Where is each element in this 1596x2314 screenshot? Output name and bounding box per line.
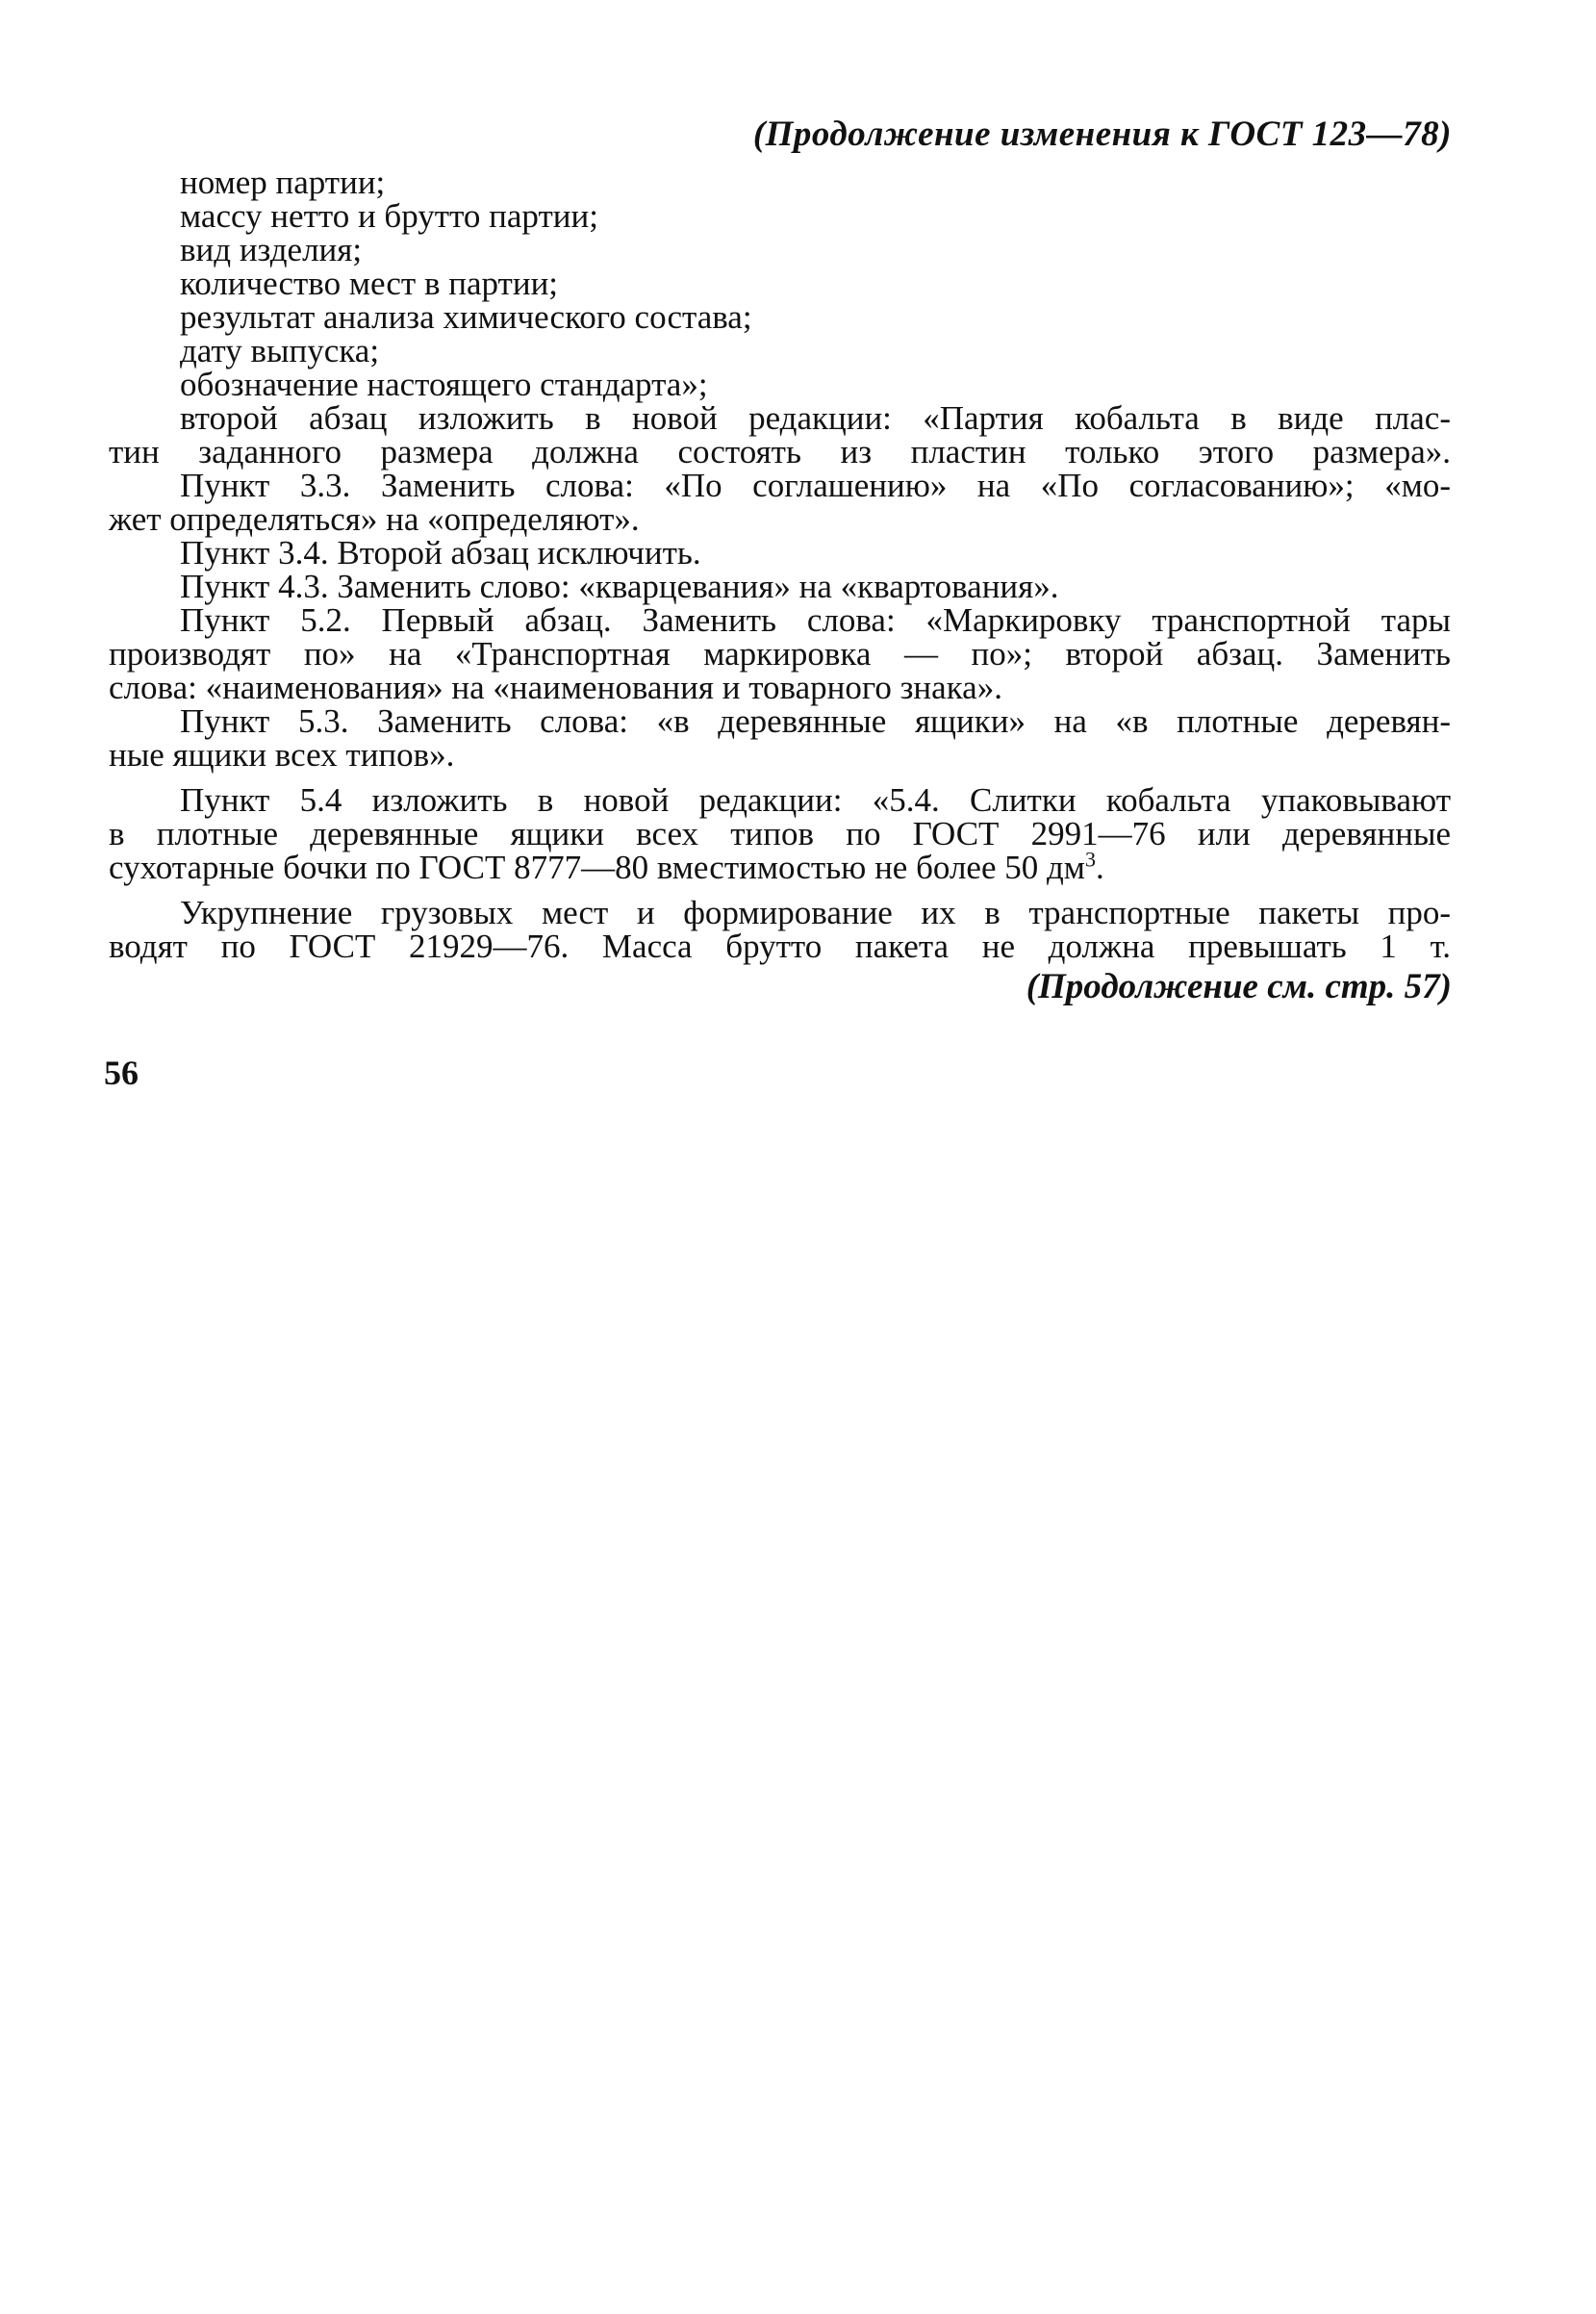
- paragraph-line-end: .: [1095, 849, 1104, 886]
- paragraph-line: Пункт 3.3. Заменить слова: «По соглашению» на «По согласованию»; «мо-: [180, 467, 1451, 504]
- list-item: обозначение настоящего стандарта»;: [180, 366, 708, 403]
- paragraph-line: производят по» на «Транспортная маркировка — по»; второй абзац. Заменить: [109, 635, 1451, 673]
- paragraph-line-text: сухотарные бочки по ГОСТ 8777—80 вместимостью не более 50 дм: [109, 849, 1085, 886]
- superscript: 3: [1084, 847, 1096, 872]
- paragraph-line: водят по ГОСТ 21929—76. Масса брутто пакета не должна превышать 1 т.: [109, 928, 1451, 965]
- list-item: номер партии;: [180, 164, 386, 201]
- paragraph-line: жет определяться» на «определяют».: [109, 500, 640, 538]
- list-item: вид изделия;: [180, 231, 363, 268]
- paragraph-line: в плотные деревянные ящики всех типов по ГОСТ 2991—76 или деревянные: [109, 815, 1451, 852]
- list-item: количество мест в партии;: [180, 265, 559, 302]
- list-item: массу нетто и брутто партии;: [180, 197, 598, 235]
- body-text: [109, 165, 1451, 963]
- page-header: (Продолжение изменения к ГОСТ 123—78): [752, 114, 1452, 154]
- page-number: 56: [104, 1054, 139, 1092]
- paragraph-line: тин заданного размера должна состоять из пластин только этого размера».: [109, 433, 1451, 470]
- paragraph-line: [109, 847, 1451, 886]
- paragraph-line: Пункт 5.3. Заменить слова: «в деревянные ящики» на «в плотные деревян-: [180, 702, 1451, 740]
- paragraph-line: Пункт 5.4 изложить в новой редакции: «5.4. Слитки кобальта упаковывают: [180, 781, 1451, 819]
- paragraph-line: второй абзац изложить в новой редакции: «Партия кобальта в виде плас-: [180, 399, 1451, 437]
- paragraph-line: слова: «наименования» на «наименования и товарного знака».: [109, 669, 1002, 706]
- list-item: дату выпуска;: [180, 332, 380, 369]
- paragraph-line: Укрупнение грузовых мест и формирование их в транспортные пакеты про-: [180, 894, 1451, 931]
- paragraph-line: Пункт 5.2. Первый абзац. Заменить слова: «Маркировку транспортной тары: [180, 601, 1451, 639]
- paragraph-line: ные ящики всех типов».: [109, 736, 455, 774]
- list-item: результат анализа химического состава;: [180, 298, 752, 336]
- paragraph-line: Пункт 3.4. Второй абзац исключить.: [180, 534, 701, 572]
- continuation-note: (Продолжение см. стр. 57): [1026, 967, 1452, 1006]
- paragraph-line: Пункт 4.3. Заменить слово: «кварцевания» на «квартования».: [180, 568, 1059, 605]
